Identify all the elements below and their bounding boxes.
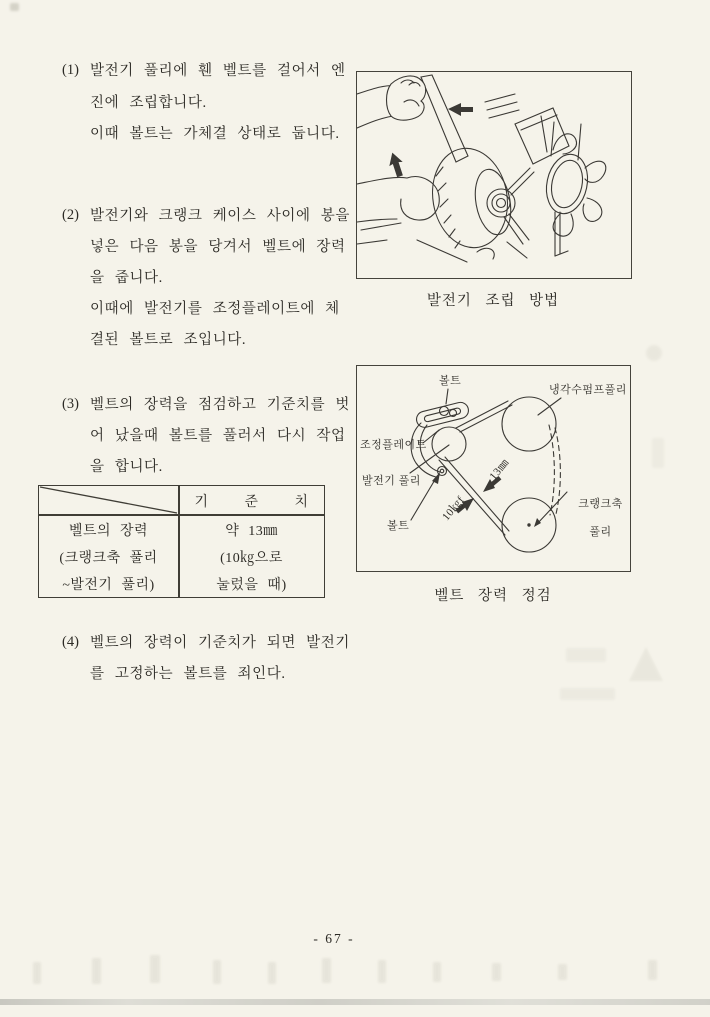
water-pump-pulley-circle: [502, 397, 556, 451]
item-2-line: 을 줍니다.: [90, 270, 163, 286]
item-4-number: (4): [62, 634, 79, 650]
bolt-top-leader: [446, 389, 448, 404]
item-1-number: (1): [62, 62, 79, 78]
item-3-number: (3): [62, 396, 79, 412]
generator-assembly-illustration: [357, 72, 631, 278]
label-force-10kgf: 10㎏f: [440, 494, 468, 524]
item-1-line: 발전기 풀리에 휀 벨트를 걸어서 엔: [90, 63, 346, 79]
label-bolt-top: 볼트: [439, 375, 462, 387]
item-2-line: 이때에 발전기를 조정플레이트에 체: [90, 301, 340, 317]
ghost-warning-triangle: [629, 647, 663, 681]
label-crank-pulley-line2: 풀리: [589, 526, 612, 538]
belt-tension-spec-table: [38, 485, 325, 598]
figure-belt-tension-check: [356, 365, 631, 572]
figure1-caption: 발전기 조립 방법: [426, 293, 560, 309]
label-crank-pulley-line1: 크랭크축: [578, 498, 623, 510]
table-header-standard-value: 기 준 치: [194, 495, 309, 510]
item-1-line: 진에 조립합니다.: [90, 95, 207, 111]
table-value: (10㎏으로: [220, 551, 283, 566]
page-number: - 67 -: [313, 931, 355, 946]
table-row-label: (크랭크축 풀리: [59, 551, 158, 566]
item-2-line: 넣은 다음 봉을 당겨서 벨트에 장력: [90, 239, 346, 255]
label-water-pump-pulley: 냉각수펌프풀리: [549, 384, 627, 396]
item-3-line: 을 합니다.: [90, 459, 163, 475]
label-deflection-13mm: 13㎜: [487, 456, 512, 483]
item-4-line: 벨트의 장력이 기준치가 되면 발전기: [90, 635, 351, 651]
label-generator-pulley: 발전기 풀리: [362, 475, 421, 487]
item-3-line: 어 났을때 볼트를 풀러서 다시 작업: [90, 428, 346, 444]
item-2-line: 결된 볼트로 조입니다.: [90, 332, 247, 348]
table-header-rule: [39, 514, 324, 516]
label-bolt-bottom: 볼트: [387, 520, 410, 532]
table-value: 약 13㎜: [225, 524, 278, 539]
label-adjust-plate: 조정플레이트: [360, 439, 427, 451]
table-row-label: ~발전기 풀리): [62, 578, 155, 593]
item-4-line: 를 고정하는 볼트를 죄인다.: [90, 666, 286, 682]
item-2-number: (2): [62, 207, 79, 223]
table-row-label: 벨트의 장력: [68, 524, 149, 539]
item-2-line: 발전기와 크랭크 케이스 사이에 봉을: [90, 208, 351, 224]
label-crank-pulley: [563, 483, 625, 551]
table-diagonal-line: [39, 486, 178, 514]
table-value: 눌렀을 때): [216, 578, 287, 593]
figure2-caption: 벨트 장력 정검: [434, 588, 552, 604]
item-1-line: 이때 볼트는 가체결 상태로 둡니다.: [90, 126, 340, 142]
scan-edge: [0, 999, 710, 1005]
item-3-line: 벨트의 장력을 점검하고 기준치를 벗: [90, 397, 351, 413]
figure-generator-assembly: [356, 71, 632, 279]
